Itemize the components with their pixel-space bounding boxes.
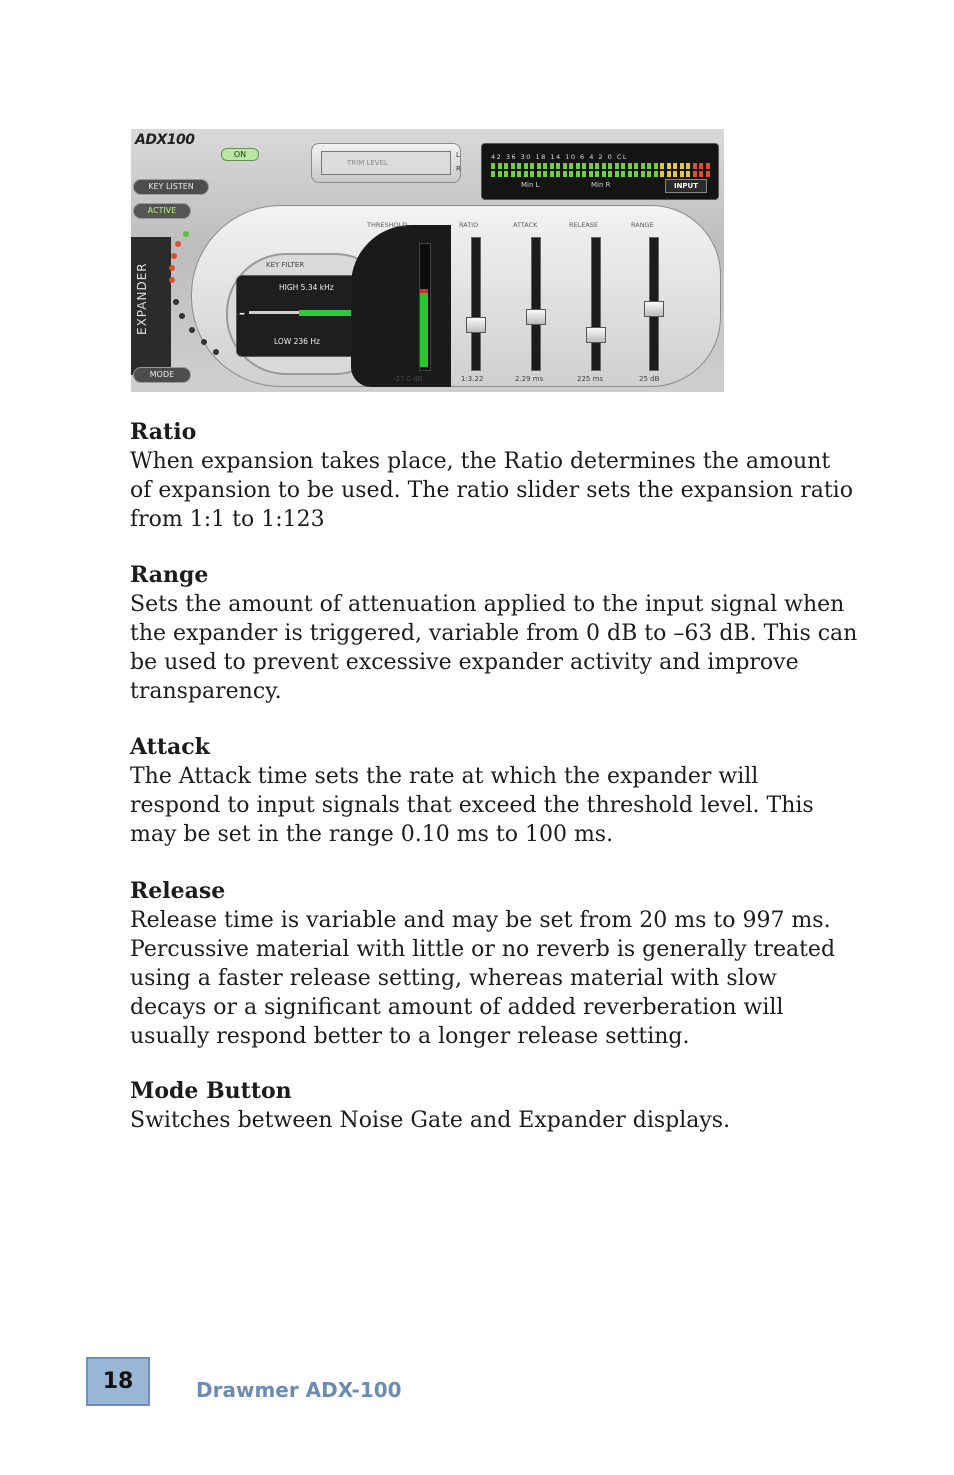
meter-led bbox=[504, 163, 508, 169]
meter-led bbox=[498, 171, 502, 177]
status-led bbox=[175, 241, 181, 247]
meter-led bbox=[576, 171, 580, 177]
meter-led bbox=[517, 171, 521, 177]
meter-led bbox=[693, 171, 697, 177]
meter-led bbox=[647, 171, 651, 177]
meter-led bbox=[517, 163, 521, 169]
meter-led bbox=[634, 163, 638, 169]
meter-led bbox=[582, 171, 586, 177]
range-value: 25 dB bbox=[639, 375, 660, 383]
release-value: 225 ms bbox=[577, 375, 604, 383]
meter-led bbox=[699, 171, 703, 177]
attack-value: 2.29 ms bbox=[515, 375, 544, 383]
body-line: Release time is variable and may be set from 20 ms to 997 ms. bbox=[130, 908, 831, 933]
section-heading: Ratio bbox=[130, 419, 197, 445]
meter-led bbox=[569, 171, 573, 177]
meter-led bbox=[641, 171, 645, 177]
meter-led bbox=[686, 163, 690, 169]
meter-led bbox=[530, 171, 534, 177]
right-channel-label: R bbox=[456, 165, 461, 173]
meter-led bbox=[550, 171, 554, 177]
status-led bbox=[171, 253, 177, 259]
meter-led bbox=[595, 171, 599, 177]
threshold-value: -27.0 dB bbox=[393, 375, 423, 383]
meter-led bbox=[582, 163, 586, 169]
body-line: transparency. bbox=[130, 679, 282, 704]
body-line: Sets the amount of attenuation applied to the input signal when bbox=[130, 592, 845, 617]
body-line: Percussive material with little or no reverb is generally treated bbox=[130, 937, 836, 962]
key-listen-button: KEY LISTEN bbox=[133, 179, 209, 195]
meter-led bbox=[654, 163, 658, 169]
body-line: The Attack time sets the rate at which the expander will bbox=[130, 764, 759, 789]
key-filter-band bbox=[299, 310, 355, 316]
ratio-value: 1:3.22 bbox=[461, 375, 484, 383]
meter-led bbox=[686, 171, 690, 177]
meter-led bbox=[667, 163, 671, 169]
meter-led bbox=[595, 163, 599, 169]
meter-led bbox=[543, 163, 547, 169]
meter-led bbox=[621, 163, 625, 169]
section-heading: Attack bbox=[130, 734, 210, 760]
body-line: may be set in the range 0.10 ms to 100 ms. bbox=[130, 822, 614, 847]
status-led bbox=[183, 231, 189, 237]
meter-min-right: Min R bbox=[591, 181, 611, 189]
meter-led bbox=[524, 171, 528, 177]
left-channel-label: L bbox=[456, 151, 460, 159]
body-line: Switches between Noise Gate and Expander displays. bbox=[130, 1108, 731, 1133]
meter-led bbox=[641, 163, 645, 169]
status-led bbox=[169, 265, 175, 271]
meter-led bbox=[563, 163, 567, 169]
mode-button: MODE bbox=[133, 367, 191, 383]
meter-led bbox=[556, 163, 560, 169]
body-line: the expander is triggered, variable from 0 dB to –63 dB. This can bbox=[130, 621, 858, 646]
meter-led bbox=[615, 163, 619, 169]
body-line: be used to prevent excessive expander activity and improve bbox=[130, 650, 799, 675]
meter-led bbox=[543, 171, 547, 177]
section-heading: Range bbox=[130, 562, 209, 588]
meter-led bbox=[634, 171, 638, 177]
meter-led bbox=[511, 163, 515, 169]
meter-led bbox=[615, 171, 619, 177]
active-button: ACTIVE bbox=[133, 203, 191, 219]
section-release bbox=[130, 877, 860, 1051]
section-heading: Mode Button bbox=[130, 1078, 292, 1104]
meter-led bbox=[589, 163, 593, 169]
body-line: of expansion to be used. The ratio slider sets the expansion ratio bbox=[130, 478, 853, 503]
meter-led bbox=[706, 163, 710, 169]
body-line: respond to input signals that exceed the threshold level. This bbox=[130, 793, 814, 818]
meter-led bbox=[621, 171, 625, 177]
meter-led bbox=[589, 171, 593, 177]
status-led bbox=[201, 339, 207, 345]
attack-label: ATTACK bbox=[513, 221, 538, 229]
attack-slider-track bbox=[531, 237, 541, 371]
status-led bbox=[173, 299, 179, 305]
key-filter-title: KEY FILTER bbox=[266, 261, 305, 269]
ratio-slider-knob bbox=[466, 317, 486, 333]
key-filter-high: HIGH 5.34 kHz bbox=[279, 283, 334, 292]
meter-led bbox=[602, 163, 606, 169]
adx100-plugin-screenshot bbox=[131, 129, 724, 392]
status-led bbox=[169, 277, 175, 283]
meter-led bbox=[654, 171, 658, 177]
ratio-slider-track bbox=[471, 237, 481, 371]
body-line: from 1:1 to 1:123 bbox=[130, 507, 325, 532]
body-line: usually respond better to a longer release setting. bbox=[130, 1024, 690, 1049]
status-led bbox=[189, 327, 195, 333]
meter-led bbox=[673, 163, 677, 169]
meter-led bbox=[706, 171, 710, 177]
body-line: using a faster release setting, whereas material with slow bbox=[130, 966, 777, 991]
key-filter-low: LOW 236 Hz bbox=[274, 337, 320, 346]
status-led bbox=[179, 313, 185, 319]
threshold-panel bbox=[351, 225, 451, 387]
meter-led bbox=[504, 171, 508, 177]
attack-slider-knob bbox=[526, 309, 546, 325]
trim-level-label: TRIM LEVEL bbox=[347, 159, 388, 167]
section-mode-button bbox=[130, 1077, 860, 1135]
meter-led bbox=[511, 171, 515, 177]
release-slider-track bbox=[591, 237, 601, 371]
meter-led bbox=[680, 171, 684, 177]
range-slider-knob bbox=[644, 301, 664, 317]
footer-title: Drawmer ADX-100 bbox=[196, 1378, 402, 1402]
meter-led bbox=[667, 171, 671, 177]
meter-led bbox=[498, 163, 502, 169]
body-line: When expansion takes place, the Ratio determines the amount bbox=[130, 449, 831, 474]
meter-led bbox=[563, 171, 567, 177]
meter-led bbox=[602, 171, 606, 177]
meter-led bbox=[576, 163, 580, 169]
release-slider-knob bbox=[586, 327, 606, 343]
meter-led bbox=[491, 171, 495, 177]
meter-led bbox=[550, 163, 554, 169]
meter-led bbox=[673, 171, 677, 177]
meter-led bbox=[608, 171, 612, 177]
meter-led bbox=[699, 163, 703, 169]
threshold-marker bbox=[420, 289, 428, 293]
status-led bbox=[213, 349, 219, 355]
ratio-label: RATIO bbox=[459, 221, 479, 229]
section-attack bbox=[130, 733, 860, 849]
section-ratio bbox=[130, 418, 860, 534]
body-line: decays or a significant amount of added reverberation will bbox=[130, 995, 784, 1020]
on-button: ON bbox=[221, 148, 259, 161]
section-heading: Release bbox=[130, 878, 226, 904]
meter-led bbox=[556, 171, 560, 177]
meter-led bbox=[491, 163, 495, 169]
meter-led bbox=[680, 163, 684, 169]
meter-led bbox=[647, 163, 651, 169]
meter-led bbox=[537, 171, 541, 177]
range-label: RANGE bbox=[631, 221, 654, 229]
meter-scale: 42 36 30 18 14 10 6 4 2 0 CL bbox=[491, 153, 628, 161]
meter-led bbox=[530, 163, 534, 169]
meter-led bbox=[693, 163, 697, 169]
threshold-label: THRESHOLD bbox=[367, 221, 408, 229]
meter-led bbox=[537, 163, 541, 169]
expander-label: EXPANDER bbox=[135, 262, 149, 336]
release-label: RELEASE bbox=[569, 221, 599, 229]
meter-led bbox=[628, 163, 632, 169]
meter-led bbox=[524, 163, 528, 169]
plugin-logo: ADX100 bbox=[135, 132, 195, 148]
meter-min-left: Min L bbox=[521, 181, 540, 189]
meter-led bbox=[569, 163, 573, 169]
meter-led bbox=[660, 171, 664, 177]
key-filter-minus-icon: – bbox=[239, 306, 245, 320]
section-range bbox=[130, 561, 860, 706]
input-button: INPUT bbox=[665, 179, 707, 193]
page-number: 18 bbox=[86, 1357, 150, 1406]
meter-led bbox=[628, 171, 632, 177]
threshold-meter-level bbox=[420, 289, 428, 367]
meter-led bbox=[660, 163, 664, 169]
meter-led bbox=[608, 163, 612, 169]
